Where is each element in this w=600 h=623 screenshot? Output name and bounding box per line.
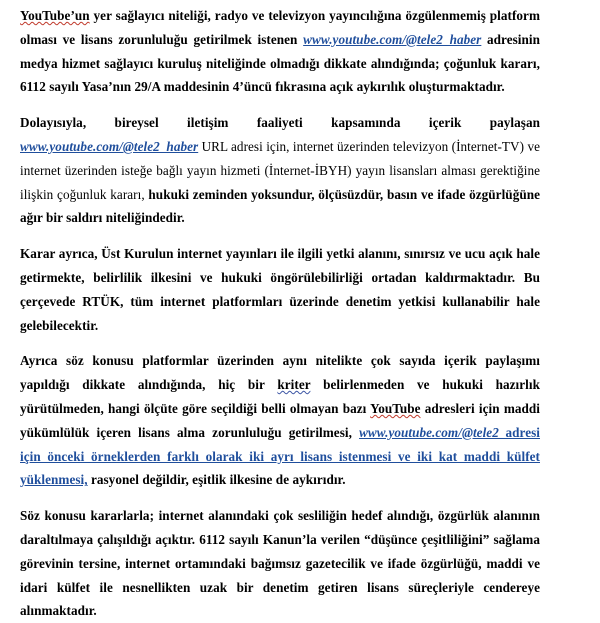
spellcheck-word-youtubeun: YouTube’un <box>20 8 90 23</box>
paragraph-4-text-b: belirlenmeden ve hukuki hazırlık yürütülmeden, hangi ölçüte göre seçildiği belli olmayan bazı <box>20 377 540 416</box>
paragraph-5 <box>20 504 540 623</box>
hyperlink-continuation-text[interactable]: adresi için önceki örneklerden farklı olarak iki ayrı lisans istenmesi ve iki kat maddi külfet yüklenmesi, <box>20 424 540 488</box>
paragraph-4 <box>20 349 540 492</box>
hyperlink-tele2-haber-1[interactable]: www.youtube.com/@tele2_haber <box>303 31 482 47</box>
spellcheck-word-youtube: YouTube <box>370 400 421 416</box>
hyperlink-tele2-3[interactable]: www.youtube.com/@tele2_ <box>359 424 506 440</box>
paragraph-1 <box>20 4 540 99</box>
hyperlink-tele2-haber-2[interactable]: www.youtube.com/@tele2_haber <box>20 138 199 154</box>
paragraph-2-text-b: URL adresi için, internet üzerinden televizyon (İnternet-TV) ve internet üzerinden isteğe bağlı yayın hizmeti (İnternet-İBYH) yayın lisansları alması gerektiğine ilişkin çoğunluk kararı, <box>20 138 540 202</box>
paragraph-3 <box>20 242 540 337</box>
paragraph-1-text-b: adresinin medya hizmet sağlayıcı kuruluş niteliğinde olmadığı dikkate alındığında; çoğunluk kararı, 6112 sayılı Yasa’nın 29/A maddesinin 4’üncü fıkrasına açık aykırılık oluşturmaktadır. <box>20 31 541 95</box>
paragraph-2 <box>20 111 540 230</box>
grammarcheck-word-kriter: kriter <box>277 377 311 393</box>
paragraph-3-text: Karar ayrıca, Üst Kurulun internet yayınları ile ilgili yetki alanını, sınırsız ve ucu açık hale getirmekte, belirlilik ilkesini ve hukuki öngörülebilirliği ortadan kaldırmaktadır. Bu çerçevede RTÜK, tüm internet platformları üzerinde denetim yetkisi kullanabilir hale gelebilecektir. <box>20 246 540 333</box>
paragraph-4-text-d: rasyonel değildir, eşitlik ilkesine de aykırıdır. <box>87 472 346 488</box>
paragraph-1-text-a: yer sağlayıcı niteliği, radyo ve televizyon yayıncılığına özgülenmemiş platform olması ve lisans zorunluluğu getirilmek istenen <box>20 8 540 47</box>
paragraph-4-text-a: Ayrıca söz konusu platformlar üzerinden aynı nitelikte çok sayıda içerik paylaşımı yapıldığı dikkate alındığında, hiç bir <box>20 353 540 393</box>
paragraph-2-text-a: Dolayısıyla, bireysel iletişim faaliyeti kapsamında içerik paylaşan <box>20 115 540 131</box>
paragraph-2-text-c: hukuki zeminden yoksundur, ölçüsüzdür, basın ve ifade özgürlüğüne ağır bir saldırı niteliğindedir. <box>20 186 541 226</box>
paragraph-4-text-c: adresleri için maddi yükümlülük içeren lisans alma zorunluluğu getirilmesi, <box>20 400 540 440</box>
paragraph-5-text: Söz konusu kararlarla; internet alanındaki çok sesliliğin hedef alındığı, özgürlük alanının daraltılmaya çalışıldığı açıktır. 6112 sayılı Kanun’la verilen “düşünce çeşitliliğini” sağlama görevinin tersine, internet ortamındaki bağımsız gazetecilik ve ifade özgürlüğü, maddi ve idari külfet ile nesnellikten uzak bir denetim getiren lisans süreçleriyle cendereye alınmaktadır. <box>20 508 540 619</box>
